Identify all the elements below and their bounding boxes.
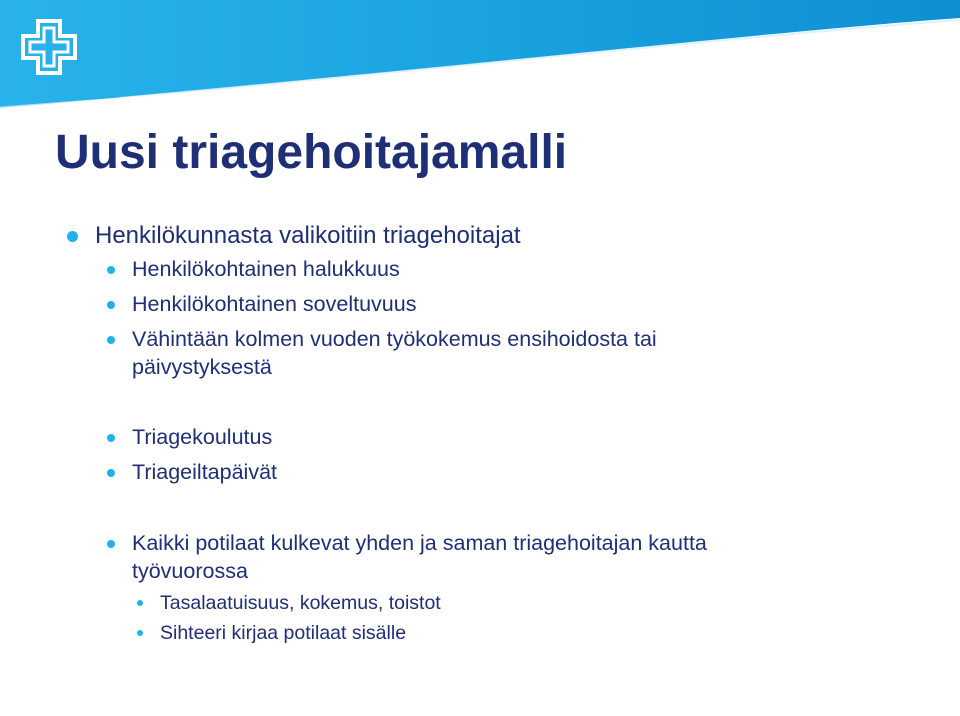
list-item — [132, 290, 416, 319]
bullet-icon — [107, 336, 115, 344]
list-item — [132, 458, 277, 487]
list-item — [95, 221, 521, 251]
bullet-icon — [107, 540, 115, 548]
list-item — [132, 255, 400, 284]
list-item-text: Vähintään kolmen vuoden työkokemus ensihoidosta tai — [132, 327, 657, 351]
list-item-text: Henkilökunnasta valikoitiin triagehoitajat — [95, 222, 521, 249]
list-item-text: Henkilökohtainen soveltuvuus — [132, 292, 417, 316]
list-item-text: Sihteeri kirjaa potilaat sisälle — [160, 622, 407, 644]
list-item-text: Triagekoulutus — [132, 425, 273, 449]
bullet-icon — [107, 434, 115, 442]
bullet-icon — [107, 469, 115, 477]
list-item — [132, 423, 272, 452]
bullet-icon — [137, 630, 143, 636]
list-item — [160, 619, 406, 647]
bullet-icon — [107, 301, 115, 309]
list-item-continuation: päivystyksestä — [132, 355, 272, 379]
page-title: Uusi triagehoitajamalli — [55, 126, 568, 179]
list-item-text: Kaikki potilaat kulkevat yhden ja saman triagehoitajan kautta — [132, 531, 707, 555]
list-item — [132, 529, 707, 558]
bullet-icon — [67, 231, 78, 242]
bullet-icon — [137, 600, 143, 606]
list-item-text: Tasalaatuisuus, kokemus, toistot — [160, 592, 441, 614]
list-item — [160, 589, 441, 617]
bullet-icon — [107, 266, 115, 274]
list-item — [132, 325, 657, 354]
list-item-text: Henkilökohtainen halukkuus — [132, 257, 400, 281]
list-item-text: Triageiltapäivät — [132, 460, 277, 484]
list-item-continuation: työvuorossa — [132, 559, 248, 583]
